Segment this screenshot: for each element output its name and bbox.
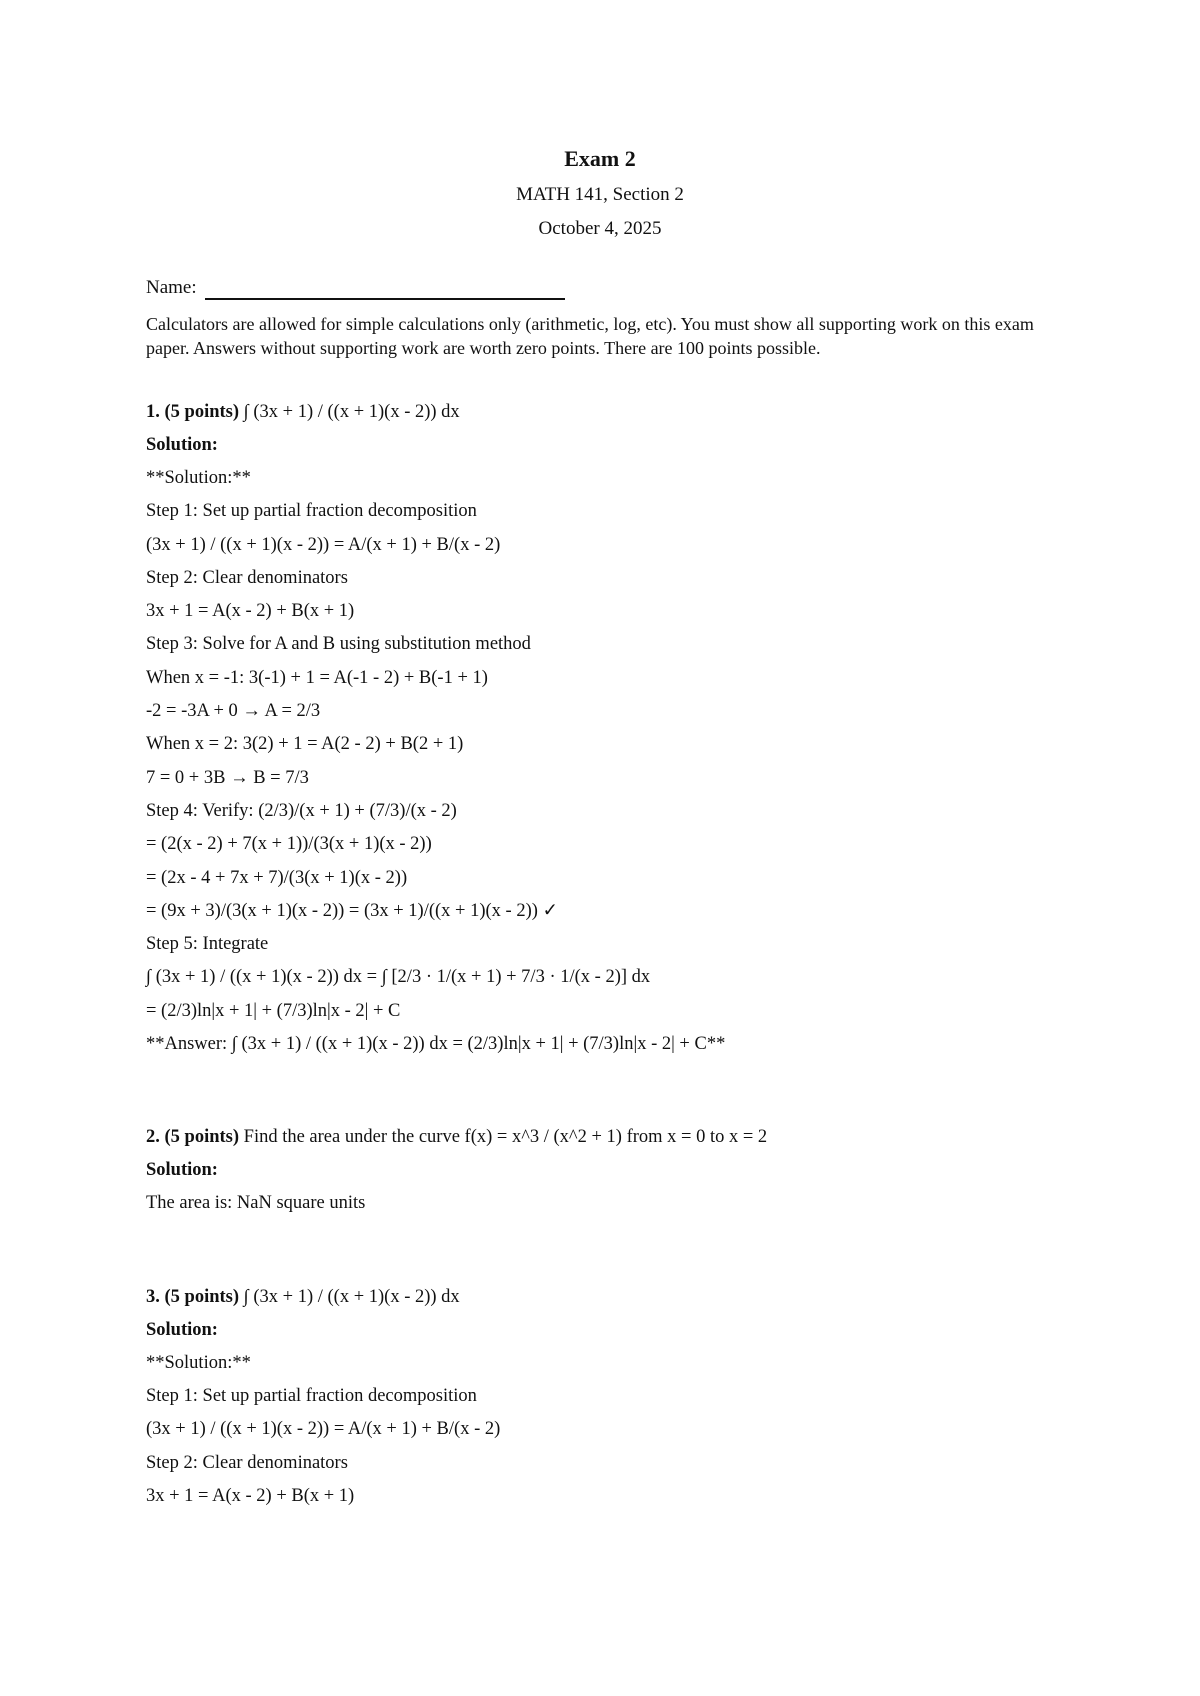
solution-line: 7 = 0 + 3B → B = 7/3: [146, 767, 309, 788]
question-prompt: ∫ (3x + 1) / ((x + 1)(x - 2)) dx: [243, 1286, 460, 1307]
exam-title: Exam 2: [564, 146, 636, 171]
solution-line: The area is: NaN square units: [146, 1193, 366, 1214]
instructions: Calculators are allowed for simple calculations only (arithmetic, log, etc). You must show all supporting work on this exam paper. Answers without supporting work are worth zero points. There are 100 points possible.: [146, 314, 1034, 358]
question-3: [146, 1281, 1086, 1513]
question-spacer: [146, 1061, 1086, 1121]
question-points: (5 points): [164, 1127, 240, 1148]
question-number: 2.: [146, 1127, 160, 1148]
solution-label: Solution:: [146, 435, 218, 455]
solution-line: = (9x + 3)/(3(x + 1)(x - 2)) = (3x + 1)/((x + 1)(x - 2)) ✓: [146, 900, 559, 921]
solution-line: Step 1: Set up partial fraction decomposition: [146, 501, 477, 522]
question-points: (5 points): [164, 1286, 240, 1307]
question-prompt: Find the area under the curve f(x) = x^3 / (x^2 + 1) from x = 0 to x = 2: [243, 1127, 768, 1148]
question-2: [146, 1121, 1086, 1220]
solution-line: = (2(x - 2) + 7(x + 1))/(3(x + 1)(x - 2)): [146, 834, 432, 855]
solution-line: When x = -1: 3(-1) + 1 = A(-1 - 2) + B(-1 + 1): [146, 667, 488, 688]
solution-line: Step 1: Set up partial fraction decomposition: [146, 1385, 477, 1406]
question-prompt: ∫ (3x + 1) / ((x + 1)(x - 2)) dx: [243, 402, 460, 422]
solution-line: Step 4: Verify: (2/3)/(x + 1) + (7/3)/(x - 2): [146, 800, 457, 821]
name-row: [146, 276, 565, 300]
question-header: [146, 396, 1086, 428]
questions-list: [146, 396, 1086, 1513]
solution-line: Step 3: Solve for A and B using substitution method: [146, 634, 531, 655]
question-1: [146, 396, 1086, 1061]
question-number: 3.: [146, 1286, 160, 1307]
solution-line: When x = 2: 3(2) + 1 = A(2 - 2) + B(2 + 1): [146, 734, 464, 755]
solution-line: Step 5: Integrate: [146, 934, 269, 955]
exam-header: [0, 146, 1200, 240]
solution-line: ∫ (3x + 1) / ((x + 1)(x - 2)) dx = ∫ [2/3 · 1/(x + 1) + 7/3 · 1/(x - 2)] dx: [146, 967, 651, 988]
course-info: MATH 141, Section 2: [516, 184, 684, 205]
solution-line: = (2x - 4 + 7x + 7)/(3(x + 1)(x - 2)): [146, 867, 408, 888]
solution-line: 3x + 1 = A(x - 2) + B(x + 1): [146, 601, 355, 622]
solution-line: (3x + 1) / ((x + 1)(x - 2)) = A/(x + 1) + B/(x - 2): [146, 1419, 501, 1440]
solution-line: **Solution:**: [146, 1352, 251, 1373]
solution-line: -2 = -3A + 0 → A = 2/3: [146, 701, 321, 722]
solution-line: Step 2: Clear denominators: [146, 1452, 348, 1473]
solution-line: (3x + 1) / ((x + 1)(x - 2)) = A/(x + 1) + B/(x - 2): [146, 534, 501, 555]
question-number: 1.: [146, 402, 160, 422]
name-blank-line: [205, 278, 565, 300]
solution-label: Solution:: [146, 1160, 218, 1181]
question-header: [146, 1121, 1086, 1153]
exam-date: October 4, 2025: [538, 218, 662, 239]
solution-line: Step 2: Clear denominators: [146, 567, 348, 588]
question-points: (5 points): [164, 402, 240, 422]
solution-line: **Answer: ∫ (3x + 1) / ((x + 1)(x - 2)) dx = (2/3)ln|x + 1| + (7/3)ln|x - 2| + C**: [146, 1034, 726, 1055]
solution-line: = (2/3)ln|x + 1| + (7/3)ln|x - 2| + C: [146, 1000, 401, 1021]
question-spacer: [146, 1221, 1086, 1281]
question-header: [146, 1281, 1086, 1313]
name-label: Name:: [146, 277, 197, 298]
solution-line: 3x + 1 = A(x - 2) + B(x + 1): [146, 1485, 355, 1506]
solution-label: Solution:: [146, 1319, 218, 1340]
solution-line: **Solution:**: [146, 468, 251, 488]
